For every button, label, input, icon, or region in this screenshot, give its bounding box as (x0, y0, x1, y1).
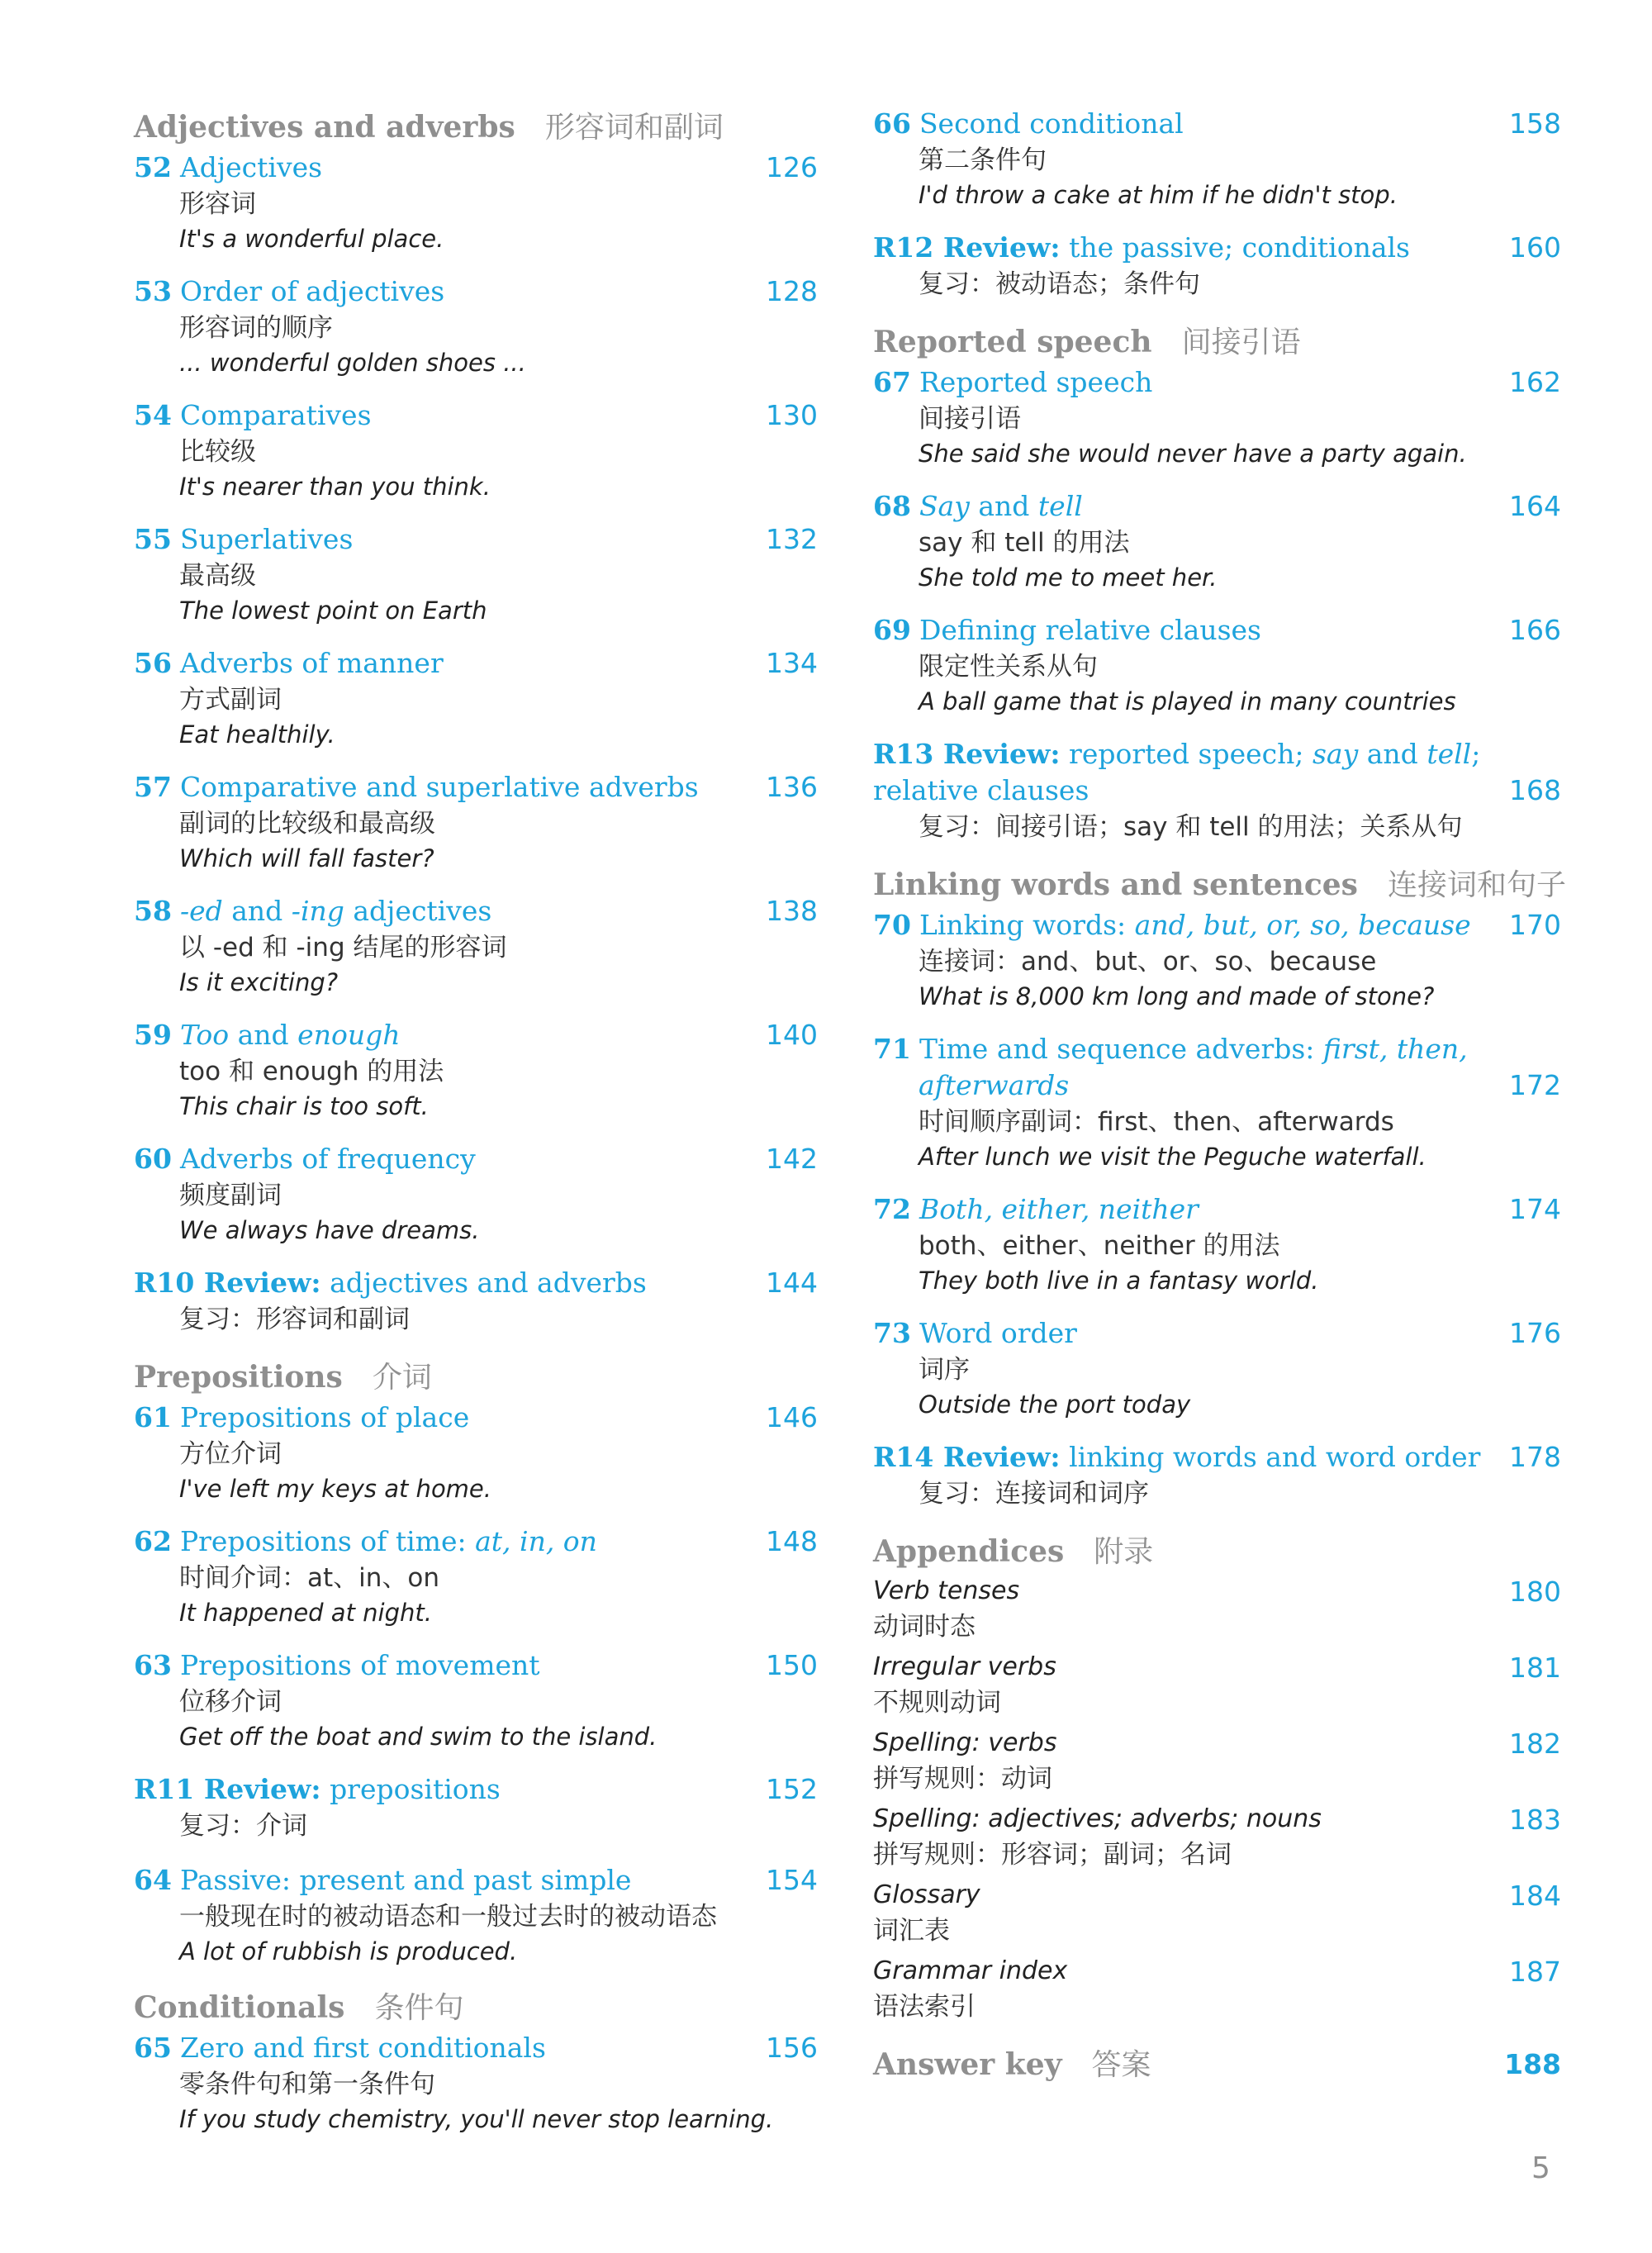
page-number: 176 (1509, 1317, 1561, 1349)
chinese-title: 复习：间接引语；say 和 tell 的用法；关系从句 (919, 812, 1463, 842)
entry-title[interactable] (134, 1400, 818, 1436)
chinese-title: 复习：介词 (179, 1811, 307, 1841)
unit-title: Word order (919, 1317, 1077, 1349)
unit-number: 67 (873, 366, 911, 398)
unit-number: 55 (134, 523, 172, 555)
unit-number: 68 (873, 490, 911, 522)
page-number: 136 (766, 771, 818, 803)
appendix-entry-verb-tenses[interactable] (873, 1574, 1561, 1645)
chinese-title: 最高级 (179, 561, 256, 591)
page-number: 158 (1509, 107, 1561, 140)
chinese-title: 时间顺序副词：first、then、afterwards (919, 1107, 1394, 1137)
toc-entry-70[interactable] (873, 907, 1561, 1013)
toc-entry-r12[interactable] (873, 230, 1561, 302)
chinese-title: both、either、neither 的用法 (919, 1231, 1280, 1261)
example-sentence: ... wonderful golden shoes ... (179, 349, 526, 377)
toc-entry-55[interactable] (134, 521, 818, 627)
page-number: 170 (1509, 909, 1561, 941)
entry-title[interactable] (873, 364, 1561, 401)
toc-entry-67[interactable] (873, 364, 1561, 470)
page-number: 142 (766, 1143, 818, 1175)
entry-title[interactable] (873, 736, 1561, 772)
entry-title[interactable] (134, 2030, 818, 2066)
page-number: 168 (1509, 774, 1561, 806)
entry-title[interactable] (873, 612, 1561, 649)
entry-title[interactable] (134, 1265, 818, 1301)
unit-title-part: adjectives (344, 895, 492, 927)
section-heading-zh: 介词 (372, 1361, 432, 1395)
unit-title: Time and sequence adverbs: (919, 1033, 1323, 1065)
page-number: 162 (1509, 366, 1561, 398)
entry-title-line-2[interactable]: afterwards (919, 1069, 1070, 1101)
example-sentence: Is it exciting? (179, 968, 339, 996)
unit-number: 65 (134, 2032, 172, 2064)
chinese-title: 方位介词 (179, 1439, 282, 1469)
appendix-entry-glossary[interactable] (873, 1878, 1561, 1949)
example-sentence: The lowest point on Earth (179, 597, 487, 625)
chinese-title: 以 -ed 和 -ing 结尾的形容词 (179, 933, 507, 963)
section-heading-linking-words (873, 863, 1566, 907)
contents-right-column (873, 106, 1566, 2087)
toc-entry-57[interactable] (134, 769, 818, 875)
chinese-title: 词序 (919, 1355, 970, 1385)
unit-title: Adverbs of frequency (179, 1143, 476, 1175)
unit-number: 52 (134, 151, 172, 183)
page-number: 130 (766, 399, 818, 431)
appendix-chinese-title: 拼写规则：动词 (873, 1764, 1052, 1794)
page-number: 126 (766, 151, 818, 183)
unit-title-part: and (222, 895, 292, 927)
section-heading-en: Adjectives and adverbs (134, 110, 515, 145)
section-heading-en: Conditionals (134, 1990, 345, 2025)
toc-entry-69[interactable] (873, 612, 1561, 718)
appendix-entry-grammar-index[interactable] (873, 1954, 1561, 2025)
entry-title[interactable] (873, 230, 1561, 266)
unit-number: 72 (873, 1193, 911, 1225)
toc-entry-r11[interactable] (134, 1771, 818, 1844)
unit-number: 71 (873, 1033, 911, 1065)
toc-entry-r14[interactable] (873, 1439, 1561, 1512)
section-heading-answer-key[interactable] (873, 2043, 1561, 2087)
example-sentence: We always have dreams. (179, 1216, 480, 1244)
unit-title-part: tell (1427, 738, 1472, 770)
entry-title[interactable] (134, 1862, 818, 1899)
unit-title: Adverbs of manner (179, 647, 444, 679)
appendix-entry-spelling-verbs[interactable] (873, 1726, 1561, 1797)
chinese-title: 位移介词 (179, 1687, 282, 1717)
appendix-entry-irregular-verbs[interactable] (873, 1650, 1561, 1721)
unit-title: Linking words: (919, 909, 1135, 941)
example-sentence: I've left my keys at home. (179, 1475, 491, 1503)
entry-title[interactable] (134, 893, 818, 929)
page-number: 174 (1509, 1193, 1561, 1225)
unit-title-part: enough (297, 1019, 401, 1051)
entry-title-line-2[interactable]: relative clauses (873, 774, 1089, 806)
unit-title-part: -ing (291, 895, 344, 927)
example-sentence: This chair is too soft. (179, 1092, 429, 1120)
appendix-title[interactable]: Irregular verbs (873, 1652, 1056, 1681)
unit-number: 66 (873, 107, 911, 140)
page-number: 160 (1509, 231, 1561, 264)
toc-entry-54[interactable] (134, 397, 818, 503)
unit-title-part: and, but, or, so, because (1134, 909, 1471, 941)
unit-title: Comparative and superlative adverbs (179, 771, 699, 803)
unit-number: 73 (873, 1317, 911, 1349)
appendix-title[interactable]: Spelling: adjectives; adverbs; nouns (873, 1804, 1322, 1833)
unit-number: 56 (134, 647, 172, 679)
unit-title: Defining relative clauses (919, 614, 1261, 646)
toc-entry-71[interactable] (873, 1031, 1561, 1173)
contents-left-column (134, 106, 818, 2154)
example-sentence: If you study chemistry, you'll never stop learning. (179, 2105, 774, 2133)
page-number: 152 (766, 1773, 818, 1805)
example-sentence: What is 8,000 km long and made of stone? (919, 982, 1435, 1010)
appendix-chinese-title: 不规则动词 (873, 1688, 1001, 1718)
unit-title-part: and (969, 490, 1038, 522)
unit-title: Reported speech (919, 366, 1153, 398)
chinese-title: 比较级 (179, 437, 256, 467)
appendix-chinese-title: 词汇表 (873, 1916, 950, 1946)
unit-title: Prepositions of time: (179, 1525, 476, 1557)
unit-title: Adjectives (179, 151, 323, 183)
unit-title-part: say (1313, 738, 1359, 770)
page-number: 187 (1509, 1956, 1561, 1988)
chinese-title: 形容词 (179, 189, 256, 219)
unit-number: 53 (134, 275, 172, 307)
review-label: R14 Review: (873, 1441, 1061, 1473)
appendix-chinese-title: 拼写规则：形容词；副词；名词 (873, 1840, 1232, 1870)
toc-entry-73[interactable] (873, 1315, 1561, 1421)
toc-entry-68[interactable] (873, 488, 1561, 594)
unit-number: 54 (134, 399, 172, 431)
unit-title: prepositions (330, 1773, 501, 1805)
page-number: 178 (1509, 1441, 1561, 1473)
example-sentence: They both live in a fantasy world. (919, 1267, 1319, 1295)
section-heading-prepositions (134, 1356, 818, 1400)
section-heading-zh: 形容词和副词 (544, 111, 724, 145)
page-number: 181 (1509, 1652, 1561, 1684)
appendix-chinese-title: 动词时态 (873, 1612, 976, 1642)
page-number: 146 (766, 1401, 818, 1433)
unit-title: Superlatives (179, 523, 354, 555)
entry-title[interactable] (873, 907, 1561, 944)
section-heading-zh: 条件句 (374, 1991, 464, 2025)
chinese-title: 第二条件句 (919, 145, 1047, 175)
unit-title: Comparatives (179, 399, 372, 431)
review-label: R13 Review: (873, 738, 1061, 770)
chinese-title: 一般现在时的被动语态和一般过去时的被动语态 (179, 1902, 717, 1932)
entry-title[interactable] (134, 1523, 818, 1560)
page-folio: 5 (1531, 2151, 1550, 2185)
unit-title: Prepositions of place (179, 1401, 470, 1433)
section-heading-reported-speech (873, 321, 1561, 364)
unit-number: 59 (134, 1019, 172, 1051)
example-sentence: It's a wonderful place. (179, 225, 444, 253)
chinese-title: 复习：形容词和副词 (179, 1305, 410, 1334)
appendix-chinese-title: 语法索引 (873, 1992, 976, 2022)
example-sentence: After lunch we visit the Peguche waterfall. (919, 1143, 1427, 1171)
entry-title[interactable] (134, 1017, 818, 1053)
example-sentence: Eat healthily. (179, 720, 335, 749)
section-heading-zh: 附录 (1094, 1535, 1154, 1569)
example-sentence: Outside the port today (919, 1390, 1191, 1419)
unit-title: Zero and first conditionals (179, 2032, 546, 2064)
page-number: 188 (1504, 2048, 1561, 2080)
page-number: 140 (766, 1019, 818, 1051)
review-label: R10 Review: (134, 1267, 321, 1299)
appendix-title[interactable]: Grammar index (873, 1956, 1068, 1985)
chinese-title: 间接引语 (919, 404, 1021, 434)
toc-entry-66[interactable] (873, 106, 1561, 212)
unit-title-part: and (229, 1019, 298, 1051)
unit-title: adjectives and adverbs (330, 1267, 647, 1299)
unit-number: 64 (134, 1864, 172, 1896)
entry-title[interactable] (873, 1031, 1561, 1067)
example-sentence: It's nearer than you think. (179, 473, 491, 501)
page-number: 132 (766, 523, 818, 555)
unit-title-part: at, in, on (475, 1525, 597, 1557)
unit-title: linking words and word order (1069, 1441, 1481, 1473)
unit-number: 70 (873, 909, 911, 941)
unit-title-part: ; (1471, 738, 1481, 770)
page-number: 184 (1509, 1880, 1561, 1912)
appendix-title[interactable]: Glossary (873, 1880, 980, 1909)
chinese-title: 复习：被动语态；条件句 (919, 269, 1200, 299)
chinese-title: 频度副词 (179, 1181, 282, 1210)
unit-number: 63 (134, 1649, 172, 1681)
section-heading-en: Reported speech (873, 325, 1152, 359)
page-number: 182 (1509, 1728, 1561, 1760)
toc-entry-58[interactable] (134, 893, 818, 999)
example-sentence: A ball game that is played in many countries (919, 687, 1456, 715)
unit-number: 61 (134, 1401, 172, 1433)
entry-title[interactable] (134, 1647, 818, 1684)
unit-title-part: Say (919, 490, 970, 522)
toc-entry-72[interactable] (873, 1191, 1561, 1297)
page-number: 164 (1509, 490, 1561, 522)
unit-title: Second conditional (919, 107, 1184, 140)
entry-title[interactable] (134, 645, 818, 682)
section-heading-en: Appendices (873, 1534, 1065, 1569)
unit-title-part: tell (1037, 490, 1083, 522)
entry-title[interactable] (134, 150, 818, 186)
entry-title[interactable] (134, 769, 818, 806)
toc-entry-r13[interactable] (873, 736, 1561, 845)
unit-number: 62 (134, 1525, 172, 1557)
chinese-title: too 和 enough 的用法 (179, 1057, 444, 1086)
page-number: 180 (1509, 1576, 1561, 1608)
chinese-title: 方式副词 (179, 685, 282, 715)
toc-entry-53[interactable] (134, 273, 818, 379)
review-label: R11 Review: (134, 1773, 321, 1805)
section-heading-en: Linking words and sentences (873, 867, 1358, 902)
entry-title[interactable] (134, 273, 818, 310)
review-label: R12 Review: (873, 231, 1061, 264)
page-number: 172 (1509, 1069, 1561, 1101)
unit-title-part: Too (179, 1019, 230, 1051)
page-number: 148 (766, 1525, 818, 1557)
section-heading-zh: 间接引语 (1181, 326, 1301, 359)
unit-title: Prepositions of movement (179, 1649, 540, 1681)
entry-title[interactable] (873, 488, 1561, 525)
toc-entry-59[interactable] (134, 1017, 818, 1123)
entry-title[interactable] (134, 397, 818, 434)
entry-title[interactable] (134, 521, 818, 558)
entry-title[interactable] (873, 1315, 1561, 1352)
section-heading-appendices (873, 1530, 1561, 1574)
appendix-title[interactable]: Spelling: verbs (873, 1728, 1057, 1757)
example-sentence: She told me to meet her. (919, 563, 1218, 592)
chinese-title: 形容词的顺序 (179, 313, 333, 343)
page-number: 156 (766, 2032, 818, 2064)
unit-title-part: -ed (179, 895, 223, 927)
example-sentence: A lot of rubbish is produced. (179, 1937, 518, 1965)
chinese-title: 时间介词：at、in、on (179, 1563, 440, 1593)
example-sentence: Which will fall faster? (179, 844, 434, 872)
toc-entry-63[interactable] (134, 1647, 818, 1753)
example-sentence: I'd throw a cake at him if he didn't stop. (919, 181, 1398, 209)
entry-title[interactable] (134, 1141, 818, 1177)
appendix-entry-spelling-adjectives[interactable] (873, 1802, 1561, 1873)
unit-title-part: and (1358, 738, 1427, 770)
page-number: 138 (766, 895, 818, 927)
unit-number: 60 (134, 1143, 172, 1175)
toc-entry-62[interactable] (134, 1523, 818, 1629)
section-heading-en: Prepositions (134, 1360, 343, 1395)
page-number: 166 (1509, 614, 1561, 646)
unit-number: 69 (873, 614, 911, 646)
example-sentence: It happened at night. (179, 1599, 432, 1627)
page-number: 183 (1509, 1804, 1561, 1836)
unit-title-part: first, then, (1322, 1033, 1468, 1065)
unit-title: Both, either, neither (919, 1193, 1199, 1225)
chinese-title: 零条件句和第一条件句 (179, 2070, 435, 2099)
unit-number: 58 (134, 895, 172, 927)
entry-title[interactable] (134, 1771, 818, 1808)
chinese-title: 连接词：and、but、or、so、because (919, 947, 1377, 977)
toc-entry-61[interactable] (134, 1400, 818, 1505)
unit-title: Order of adjectives (179, 275, 445, 307)
toc-entry-64[interactable] (134, 1862, 818, 1968)
unit-title: Passive: present and past simple (179, 1864, 632, 1896)
entry-title[interactable] (873, 106, 1561, 142)
toc-entry-52[interactable] (134, 150, 818, 255)
section-heading-zh: 连接词和句子 (1387, 868, 1566, 902)
page-number: 128 (766, 275, 818, 307)
section-heading-zh: 答案 (1091, 2048, 1151, 2082)
chinese-title: say 和 tell 的用法 (919, 528, 1130, 558)
unit-title-part: reported speech; (1060, 738, 1313, 770)
entry-title[interactable] (873, 1191, 1561, 1228)
chinese-title: 副词的比较级和最高级 (179, 809, 435, 839)
chinese-title: 复习：连接词和词序 (919, 1479, 1149, 1509)
toc-entry-56[interactable] (134, 645, 818, 751)
toc-entry-60[interactable] (134, 1141, 818, 1247)
section-heading-conditionals (134, 1986, 818, 2030)
section-heading-en: Answer key (873, 2047, 1062, 2082)
section-heading-adjectives-adverbs (134, 106, 818, 150)
example-sentence: Get off the boat and swim to the island. (179, 1723, 657, 1751)
chinese-title: 限定性关系从句 (919, 652, 1098, 682)
page-number: 144 (766, 1267, 818, 1299)
toc-entry-r10[interactable] (134, 1265, 818, 1338)
appendix-title[interactable]: Verb tenses (873, 1576, 1020, 1605)
example-sentence: She said she would never have a party again. (919, 440, 1467, 468)
page-number: 154 (766, 1864, 818, 1896)
unit-number: 57 (134, 771, 172, 803)
entry-title[interactable] (873, 1439, 1561, 1476)
page-number: 150 (766, 1649, 818, 1681)
unit-title: the passive; conditionals (1069, 231, 1410, 264)
page-number: 134 (766, 647, 818, 679)
toc-entry-65[interactable] (134, 2030, 818, 2136)
